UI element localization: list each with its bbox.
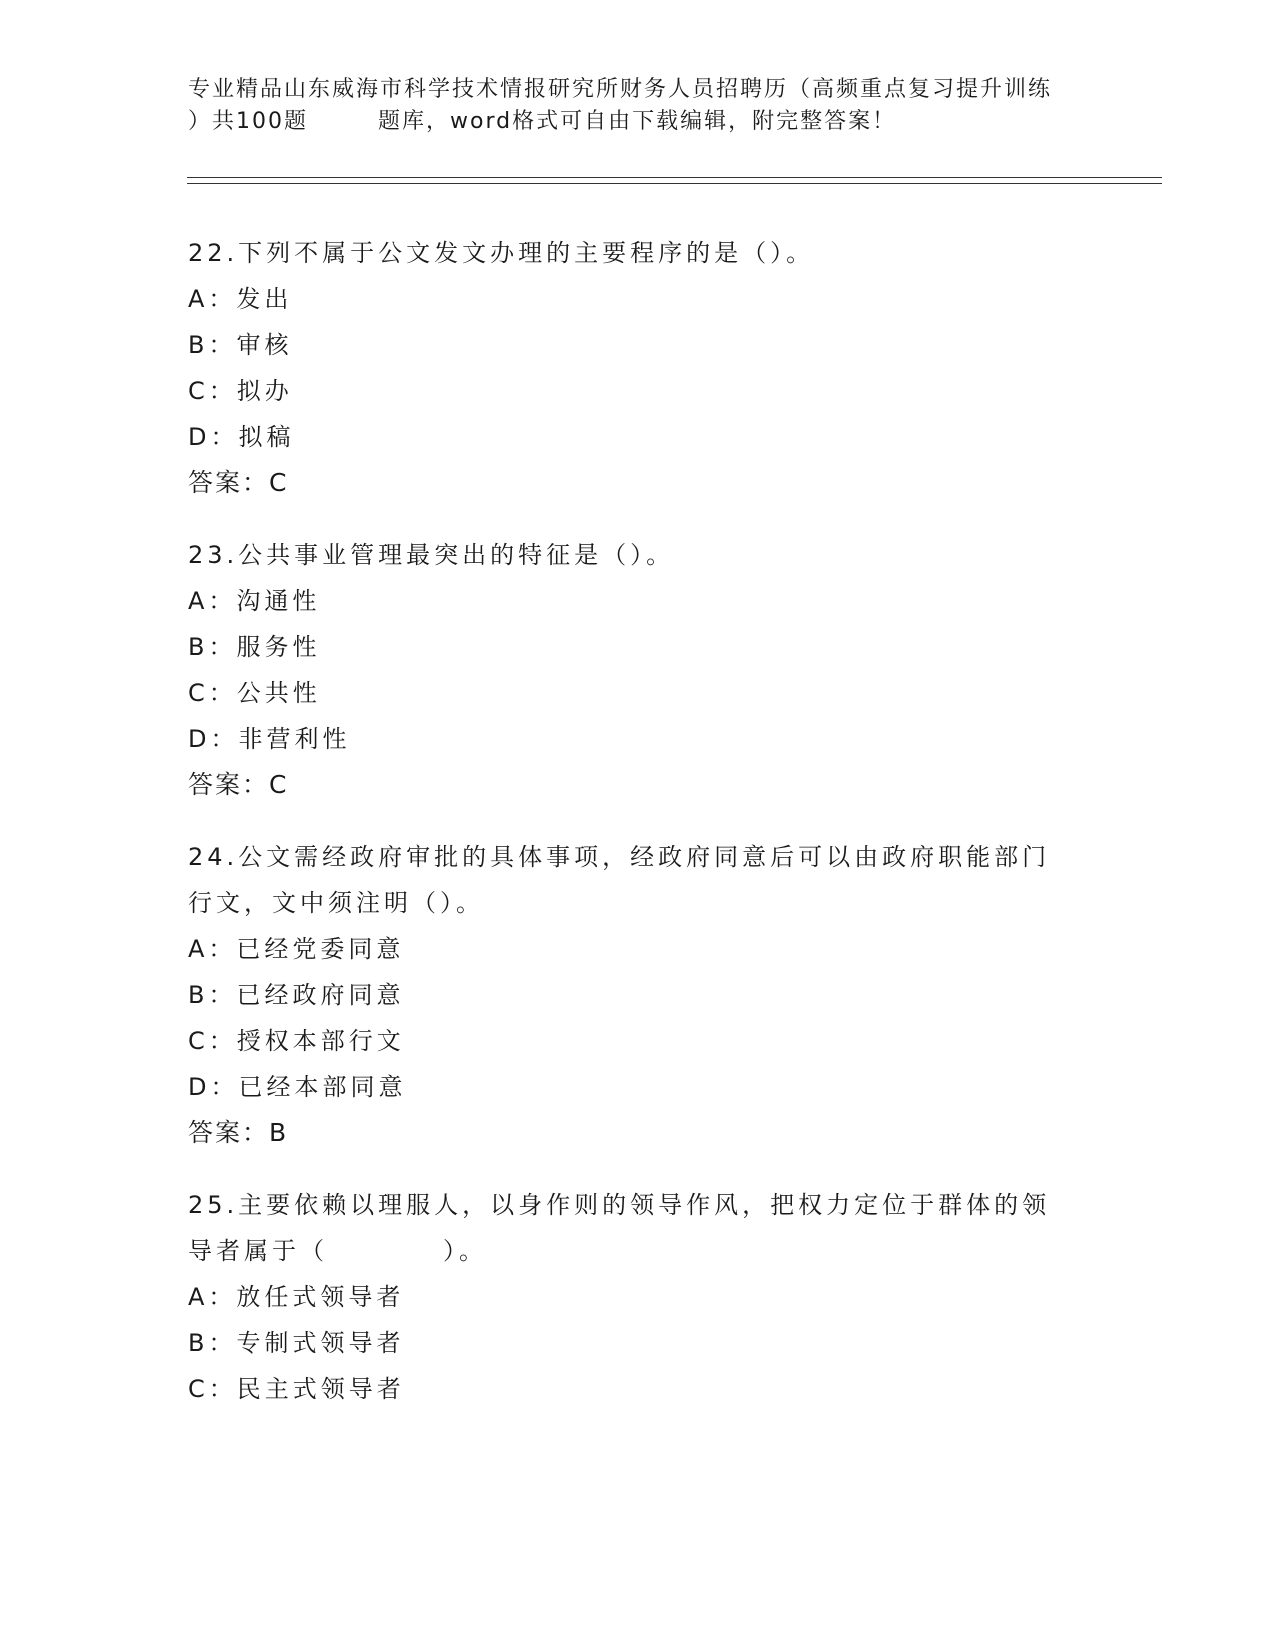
option-b: B：服务性 bbox=[188, 633, 321, 661]
question-stem-line-2 bbox=[188, 1228, 1088, 1274]
header-divider-bottom bbox=[187, 183, 1162, 184]
header-line-2 bbox=[188, 106, 1108, 138]
answer-line: 答案：C bbox=[188, 770, 289, 799]
option-c: C：授权本部行文 bbox=[188, 1027, 405, 1055]
option-c: C：公共性 bbox=[188, 679, 321, 707]
question-25 bbox=[188, 1182, 1088, 1412]
option-b: B：已经政府同意 bbox=[188, 981, 405, 1009]
question-stem-line-2: 行文，文中须注明（）。 bbox=[188, 889, 484, 917]
question-stem-line-1: 24.公文需经政府审批的具体事项，经政府同意后可以由政府职能部门 bbox=[188, 843, 1051, 871]
header-line-2-part-2: 题库，word格式可自由下载编辑，附完整答案！ bbox=[378, 109, 897, 134]
option-b: B：审核 bbox=[188, 331, 293, 359]
question-stem: 22.下列不属于公文发文办理的主要程序的是（）。 bbox=[188, 239, 815, 267]
question-24 bbox=[188, 834, 1088, 1156]
option-b: B：专制式领导者 bbox=[188, 1329, 405, 1357]
header-line-1: 专业精品山东威海市科学技术情报研究所财务人员招聘历（高频重点复习提升训练 bbox=[188, 77, 1053, 102]
answer-line: 答案：C bbox=[188, 468, 289, 497]
header-line-2-part-1: ）共100题 bbox=[188, 109, 308, 134]
option-d: D：已经本部同意 bbox=[188, 1073, 407, 1101]
option-c: C：拟办 bbox=[188, 377, 293, 405]
stem-after-blank: ）。 bbox=[443, 1237, 487, 1265]
option-c: C：民主式领导者 bbox=[188, 1375, 405, 1403]
question-stem-line-1: 25.主要依赖以理服人，以身作则的领导作风，把权力定位于群体的领 bbox=[188, 1191, 1051, 1219]
option-a: A：沟通性 bbox=[188, 587, 321, 615]
question-23 bbox=[188, 532, 1088, 808]
question-22 bbox=[188, 230, 1088, 506]
option-a: A：发出 bbox=[188, 285, 293, 313]
question-stem: 23.公共事业管理最突出的特征是（）。 bbox=[188, 541, 675, 569]
option-d: D：非营利性 bbox=[188, 725, 351, 753]
header-divider-top bbox=[187, 177, 1162, 178]
option-a: A：已经党委同意 bbox=[188, 935, 405, 963]
option-d: D：拟稿 bbox=[188, 423, 295, 451]
document-header bbox=[188, 74, 1108, 138]
question-list bbox=[188, 230, 1088, 1438]
answer-line: 答案：B bbox=[188, 1118, 289, 1147]
option-a: A：放任式领导者 bbox=[188, 1283, 405, 1311]
stem-before-blank: 导者属于（ bbox=[188, 1237, 328, 1265]
